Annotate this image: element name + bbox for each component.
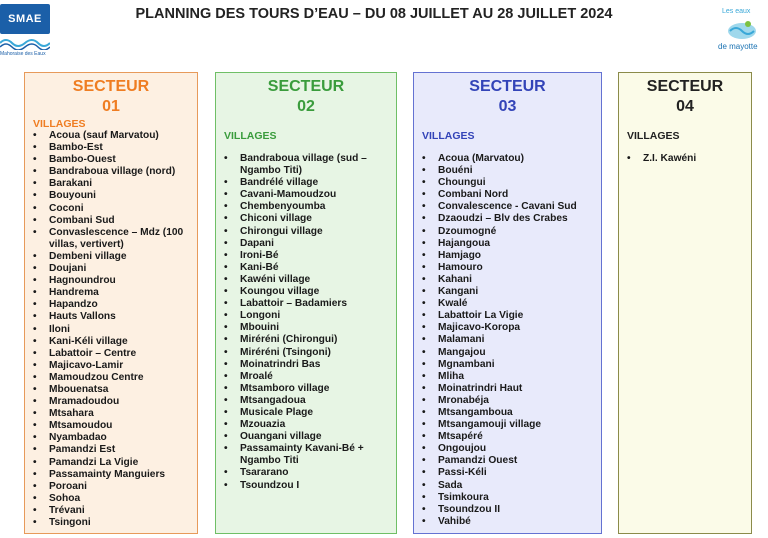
village-item: • Acoua (sauf Marvatou) <box>33 130 193 142</box>
village-item: • Sohoa <box>33 493 193 505</box>
village-item: • Ongoujou <box>422 443 597 455</box>
village-item: • Tsoundzou II <box>422 504 597 516</box>
logo-right-line1: Les eaux <box>722 8 751 15</box>
village-item: • Bambo-Ouest <box>33 154 193 166</box>
sector-04-number: 04 <box>676 98 694 115</box>
logo-right-line2: de mayotte <box>718 42 758 51</box>
village-item: • Mangajou <box>422 347 597 359</box>
village-item: • Mliha <box>422 371 597 383</box>
sector-04-title-line1: SECTEUR <box>646 78 724 95</box>
village-item: • Sada <box>422 480 597 492</box>
sector-02-panel <box>215 72 397 534</box>
page-title: PLANNING DES TOURS D’EAU – DU 08 JUILLET AU 28 JUILLET 2024 <box>135 6 613 22</box>
village-item: • Tsararano <box>224 467 392 479</box>
village-item: • Bandrélé village <box>224 177 392 189</box>
village-item: • Dembeni village <box>33 251 193 263</box>
village-item: • Passamainty Kavani-Bé + Ngambo Titi <box>224 443 392 467</box>
village-item: • Barakani <box>33 178 193 190</box>
village-item: • Mtsamboro village <box>224 383 392 395</box>
sector-04-villages-label: VILLAGES <box>627 130 680 142</box>
village-item: • Mtsahara <box>33 408 193 420</box>
village-item: • Acoua (Marvatou) <box>422 153 597 165</box>
village-item: • Chirongui village <box>224 226 392 238</box>
village-item: • Kwalé <box>422 298 597 310</box>
village-item: • Tsimkoura <box>422 492 597 504</box>
village-item: • Tsingoni <box>33 517 193 529</box>
village-item: • Choungui <box>422 177 597 189</box>
village-item: • Mramadoudou <box>33 396 193 408</box>
village-item: • Dzoumogné <box>422 226 597 238</box>
sector-03-village-list <box>414 153 601 528</box>
village-item: • Labattoir – Centre <box>33 348 193 360</box>
sector-04-village-list <box>619 153 751 165</box>
sector-03-title-line1: SECTEUR <box>469 78 546 95</box>
sector-02-village-list <box>216 153 396 492</box>
village-item: • Cavani-Mamoudzou <box>224 189 392 201</box>
sector-01-village-list <box>25 130 197 529</box>
village-item: • Majicavo-Koropa <box>422 322 597 334</box>
village-item: • Passi-Kéli <box>422 467 597 479</box>
village-item: • Mbouini <box>224 322 392 334</box>
village-item: • Bambo-Est <box>33 142 193 154</box>
village-item: • Kahani <box>422 274 597 286</box>
village-item: • Bandraboua village (sud – Ngambo Titi) <box>224 153 392 177</box>
village-item: • Convalescence - Cavani Sud <box>422 201 597 213</box>
sector-03-panel <box>413 72 602 534</box>
sector-02-title-line1: SECTEUR <box>267 78 345 95</box>
village-item: • Nyambadao <box>33 432 193 444</box>
village-item: • Ouangani village <box>224 431 392 443</box>
smae-logo-box <box>0 4 50 34</box>
village-item: • Hamjago <box>422 250 597 262</box>
village-item: • Dapani <box>224 238 392 250</box>
village-item: • Mroalé <box>224 371 392 383</box>
eaux-de-mayotte-logo <box>716 4 768 56</box>
village-item: • Labattoir – Badamiers <box>224 298 392 310</box>
village-item: • Trévani <box>33 505 193 517</box>
village-item: • Bouéni <box>422 165 597 177</box>
wave-icon <box>0 36 50 50</box>
sector-01-panel <box>24 72 198 534</box>
village-item: • Handrema <box>33 287 193 299</box>
village-item: • Pamandzi La Vigie <box>33 457 193 469</box>
village-item: • Vahibé <box>422 516 597 528</box>
village-item: • Kangani <box>422 286 597 298</box>
water-drop-icon <box>726 17 758 41</box>
village-item: • Tsoundzou I <box>224 480 392 492</box>
village-item: • Labattoir La Vigie <box>422 310 597 322</box>
village-item: • Malamani <box>422 334 597 346</box>
village-item: • Hamouro <box>422 262 597 274</box>
sector-02-number: 02 <box>297 98 315 115</box>
village-item: • Kani-Kéli village <box>33 336 193 348</box>
village-item: • Majicavo-Lamir <box>33 360 193 372</box>
smae-logo <box>0 0 56 58</box>
village-item: • Bouyouni <box>33 190 193 202</box>
village-item: • Pamandzi Est <box>33 444 193 456</box>
village-item: • Combani Nord <box>422 189 597 201</box>
sector-04-title <box>619 73 751 117</box>
village-item: • Coconi <box>33 203 193 215</box>
village-item: • Longoni <box>224 310 392 322</box>
village-item: • Hajangoua <box>422 238 597 250</box>
sector-02-title <box>216 73 396 117</box>
village-item: • Mronabéja <box>422 395 597 407</box>
village-item: • Miréréni (Chirongui) <box>224 334 392 346</box>
village-item: • Chiconi village <box>224 213 392 225</box>
smae-logo-text: SMAE <box>8 13 42 25</box>
sector-01-title <box>25 73 197 117</box>
village-item: • Mtsangamboua <box>422 407 597 419</box>
village-item: • Mtsangamouji village <box>422 419 597 431</box>
sector-01-title-line1: SECTEUR <box>72 78 150 95</box>
sector-03-villages-label: VILLAGES <box>422 130 475 142</box>
village-item: • Chembenyoumba <box>224 201 392 213</box>
village-item: • Bandraboua village (nord) <box>33 166 193 178</box>
village-item: • Doujani <box>33 263 193 275</box>
village-item: • Mtsapéré <box>422 431 597 443</box>
village-item: • Kawéni village <box>224 274 392 286</box>
village-item: • Mgnambani <box>422 359 597 371</box>
village-item: • Poroani <box>33 481 193 493</box>
village-item: • Koungou village <box>224 286 392 298</box>
village-item: • Mtsamoudou <box>33 420 193 432</box>
smae-logo-tagline: Mahoraise des Eaux <box>0 51 46 57</box>
village-item: • Iloni <box>33 324 193 336</box>
sector-03-title <box>414 73 601 117</box>
sector-04-panel <box>618 72 752 534</box>
sector-02-villages-label: VILLAGES <box>224 130 277 142</box>
village-item: • Z.I. Kawéni <box>627 153 747 165</box>
village-item: • Hapandzo <box>33 299 193 311</box>
village-item: • Hagnoundrou <box>33 275 193 287</box>
village-item: • Ironi-Bé <box>224 250 392 262</box>
village-item: • Moinatrindri Haut <box>422 383 597 395</box>
village-item: • Moinatrindri Bas <box>224 359 392 371</box>
sector-01-villages-label: VILLAGES <box>33 118 86 130</box>
village-item: • Mzouazia <box>224 419 392 431</box>
village-item: • Mbouenatsa <box>33 384 193 396</box>
village-item: • Musicale Plage <box>224 407 392 419</box>
village-item: • Kani-Bé <box>224 262 392 274</box>
sector-01-number: 01 <box>102 98 120 115</box>
village-item: • Miréréni (Tsingoni) <box>224 347 392 359</box>
village-item: • Pamandzi Ouest <box>422 455 597 467</box>
village-item: • Dzaoudzi – Blv des Crabes <box>422 213 597 225</box>
village-item: • Convaslescence – Mdz (100 villas, vertivert) <box>33 227 193 251</box>
village-item: • Combani Sud <box>33 215 193 227</box>
village-item: • Passamainty Manguiers <box>33 469 193 481</box>
sector-03-number: 03 <box>498 98 517 115</box>
village-item: • Hauts Vallons <box>33 311 193 323</box>
village-item: • Mamoudzou Centre <box>33 372 193 384</box>
village-item: • Mtsangadoua <box>224 395 392 407</box>
